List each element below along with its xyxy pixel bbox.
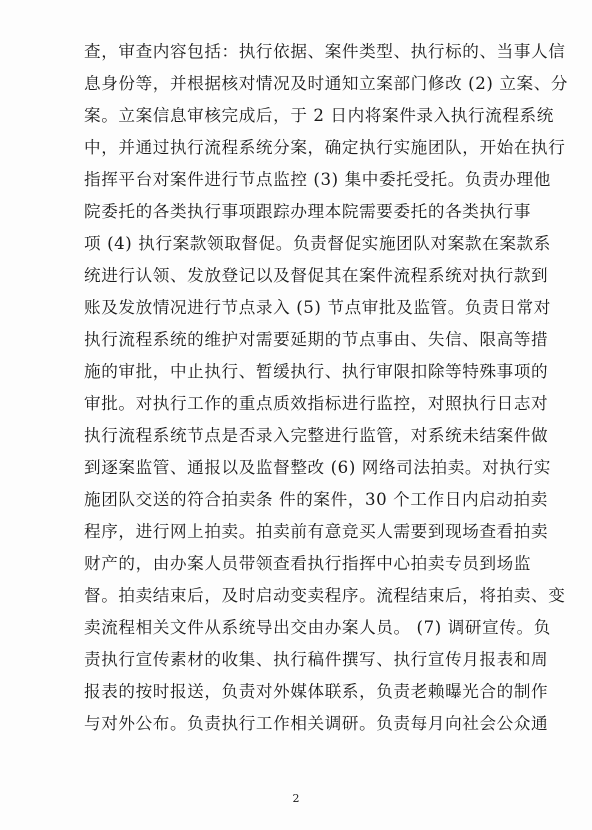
text-line: 院委托的各类执行事项跟踪办理本院需要委托的各类执行事 — [84, 202, 532, 221]
text-line: 执行流程系统的维护对需要延期的节点事由、失信、限高等措 — [84, 330, 549, 349]
text-line: 施团队交送的符合拍卖条 件的案件，30 个工作日内启动拍卖 — [84, 490, 548, 509]
text-line: 查，审查内容包括：执行依据、案件类型、执行标的、当事人信 — [84, 42, 566, 61]
page-number: 2 — [292, 792, 300, 805]
text-line: 统进行认领、发放登记以及督促其在案件流程系统对执行款到 — [84, 266, 549, 285]
text-line: 责执行宣传素材的收集、执行稿件撰写、执行宣传月报表和周 — [84, 650, 549, 669]
text-line: 指挥平台对案件进行节点监控 (3) 集中委托受托。负责办理他 — [84, 170, 551, 189]
text-line: 中，并通过执行流程系统分案，确定执行实施团队，开始在执行 — [84, 138, 566, 157]
text-line: 与对外公布。负责执行工作相关调研。负责每月向社会公众通 — [84, 714, 549, 733]
text-line: 卖流程相关文件从系统导出交由办案人员。 (7) 调研宣传。负 — [84, 618, 551, 637]
body-text — [84, 36, 569, 740]
text-line: 财产的，由办案人员带领查看执行指挥中心拍卖专员到场监 — [84, 554, 532, 573]
text-line: 项 (4) 执行案款领取督促。负责督促实施团队对案款在案款系 — [84, 234, 551, 253]
text-line: 到逐案监管、通报以及监督整改 (6) 网络司法拍卖。对执行实 — [84, 458, 551, 477]
text-line: 执行流程系统节点是否录入完整进行监管，对系统未结案件做 — [84, 426, 549, 445]
text-line: 督。拍卖结束后，及时启动变卖程序。流程结束后，将拍卖、变 — [84, 586, 566, 605]
text-line: 审批。对执行工作的重点质效指标进行监控，对照执行日志对 — [84, 394, 549, 413]
text-line: 报表的按时报送，负责对外媒体联系，负责老赖曝光合的制作 — [84, 682, 549, 701]
text-line: 案。立案信息审核完成后，于 2 日内将案件录入执行流程系统 — [84, 106, 554, 125]
text-line: 施的审批，中止执行、暂缓执行、执行审限扣除等特殊事项的 — [84, 362, 549, 381]
text-line: 息身份等，并根据核对情况及时通知立案部门修改 (2) 立案、分 — [84, 74, 569, 93]
text-line: 账及发放情况进行节点录入 (5) 节点审批及监管。负责日常对 — [84, 298, 551, 317]
text-line: 程序，进行网上拍卖。拍卖前有意竞买人需要到现场查看拍卖 — [84, 522, 549, 541]
